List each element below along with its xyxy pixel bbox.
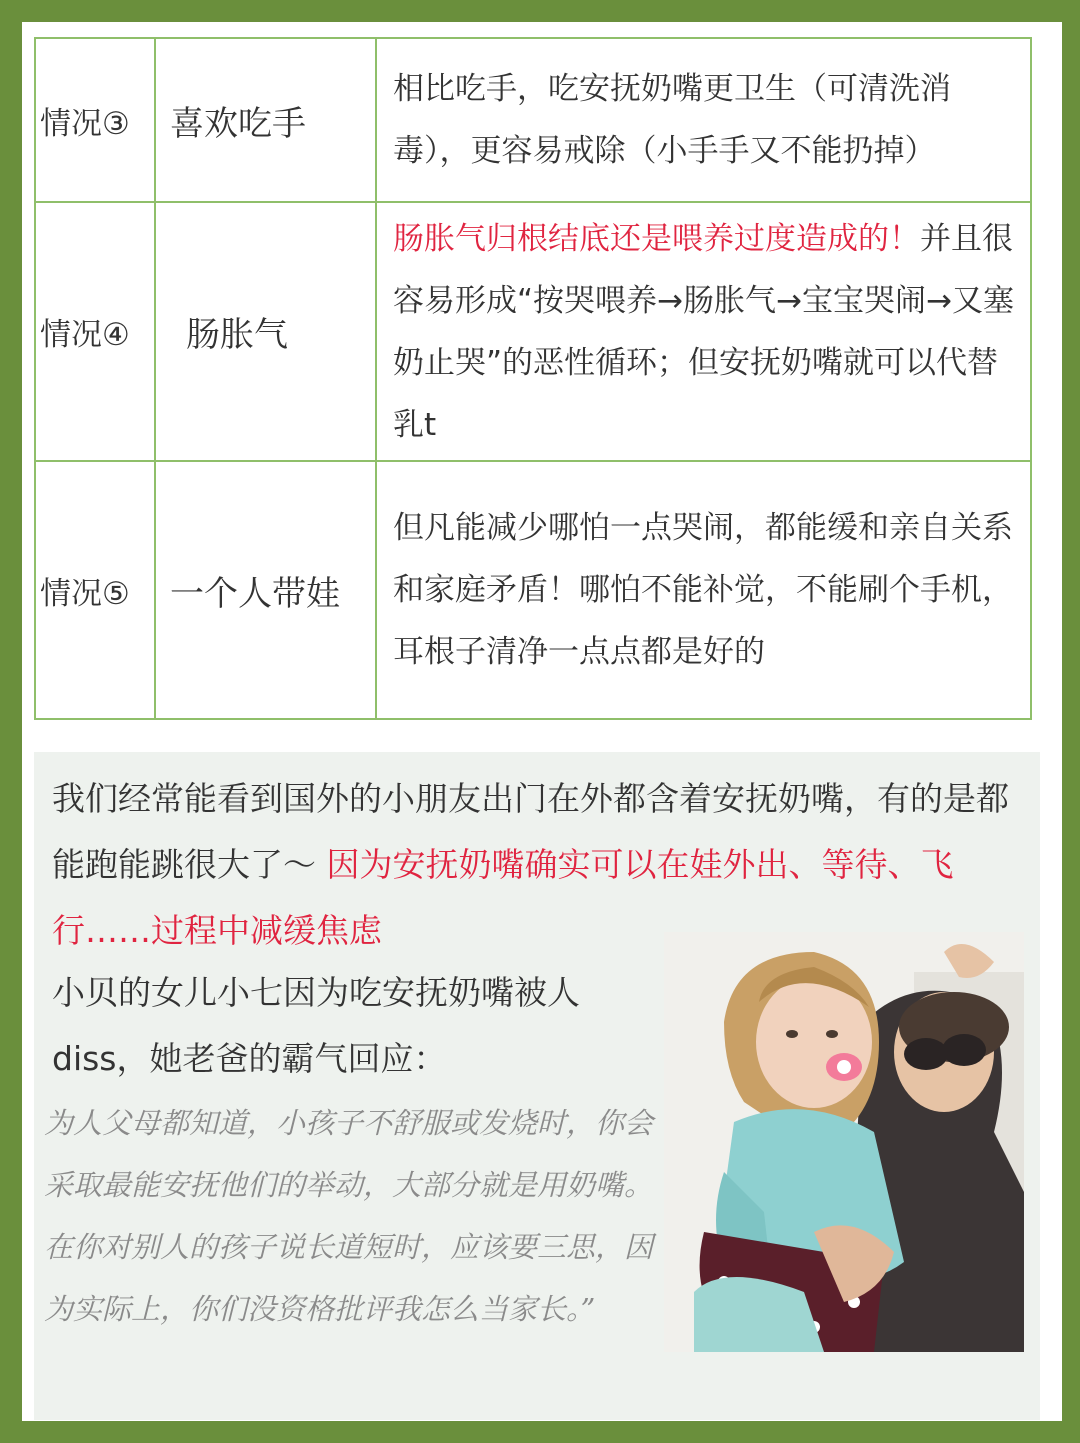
situations-table (34, 37, 1032, 720)
case-label: 情况③ (35, 38, 155, 202)
note-paragraph: 小贝的女儿小七因为吃安抚奶嘴被人diss，她老爸的霸气回应： (52, 973, 580, 1078)
case-description (376, 461, 1031, 719)
case-text: 相比吃手，吃安抚奶嘴更卫生（可清洗消毒），更容易戒除（小手手又不能扔掉） (393, 71, 951, 169)
table-row (35, 461, 1031, 719)
case-text: 但凡能减少哪怕一点哭闹，都能缓和亲自关系和家庭矛盾！哪怕不能补觉，不能刷个手机，耳根子清净一点点都是好的 (393, 510, 1013, 670)
note-plain-text: 我们经常能看到国外的小朋友出门在外都含着安抚奶嘴，有的是都能跑能跳很大了～ (52, 779, 1009, 884)
case-title: 喜欢吃手 (155, 38, 376, 202)
table-row (35, 38, 1031, 202)
note-highlight-text: 因为安抚奶嘴确实可以在娃外出、等待、飞行……过程中减缓焦虑 (52, 845, 954, 950)
table-row (35, 202, 1031, 461)
case-title: 一个人带娃 (155, 461, 376, 719)
photo-illustration (664, 932, 1024, 1352)
quote-text: 为人父母都知道，小孩子不舒服或发烧时，你会采取最能安抚他们的举动，大部分就是用奶嘴。在你对别人的孩子说长道短时，应该要三思，因为实际上，你们没资格批评我怎么当家长。” (44, 1106, 654, 1326)
content-card (22, 22, 1062, 1421)
case-text: 并且很容易形成“按哭喂养→肠胀气→宝宝哭闹→又塞奶止哭”的恶性循环；但安抚奶嘴就可以代替乳t (393, 220, 1014, 443)
note-panel (34, 752, 1040, 1420)
case-label: 情况④ (35, 202, 155, 461)
case-highlight: 肠胀气归根结底还是喂养过度造成的！ (393, 220, 920, 257)
family-photo (664, 932, 1024, 1352)
case-description (376, 202, 1031, 461)
case-title: 肠胀气 (155, 202, 376, 461)
case-label: 情况⑤ (35, 461, 155, 719)
case-description (376, 38, 1031, 202)
